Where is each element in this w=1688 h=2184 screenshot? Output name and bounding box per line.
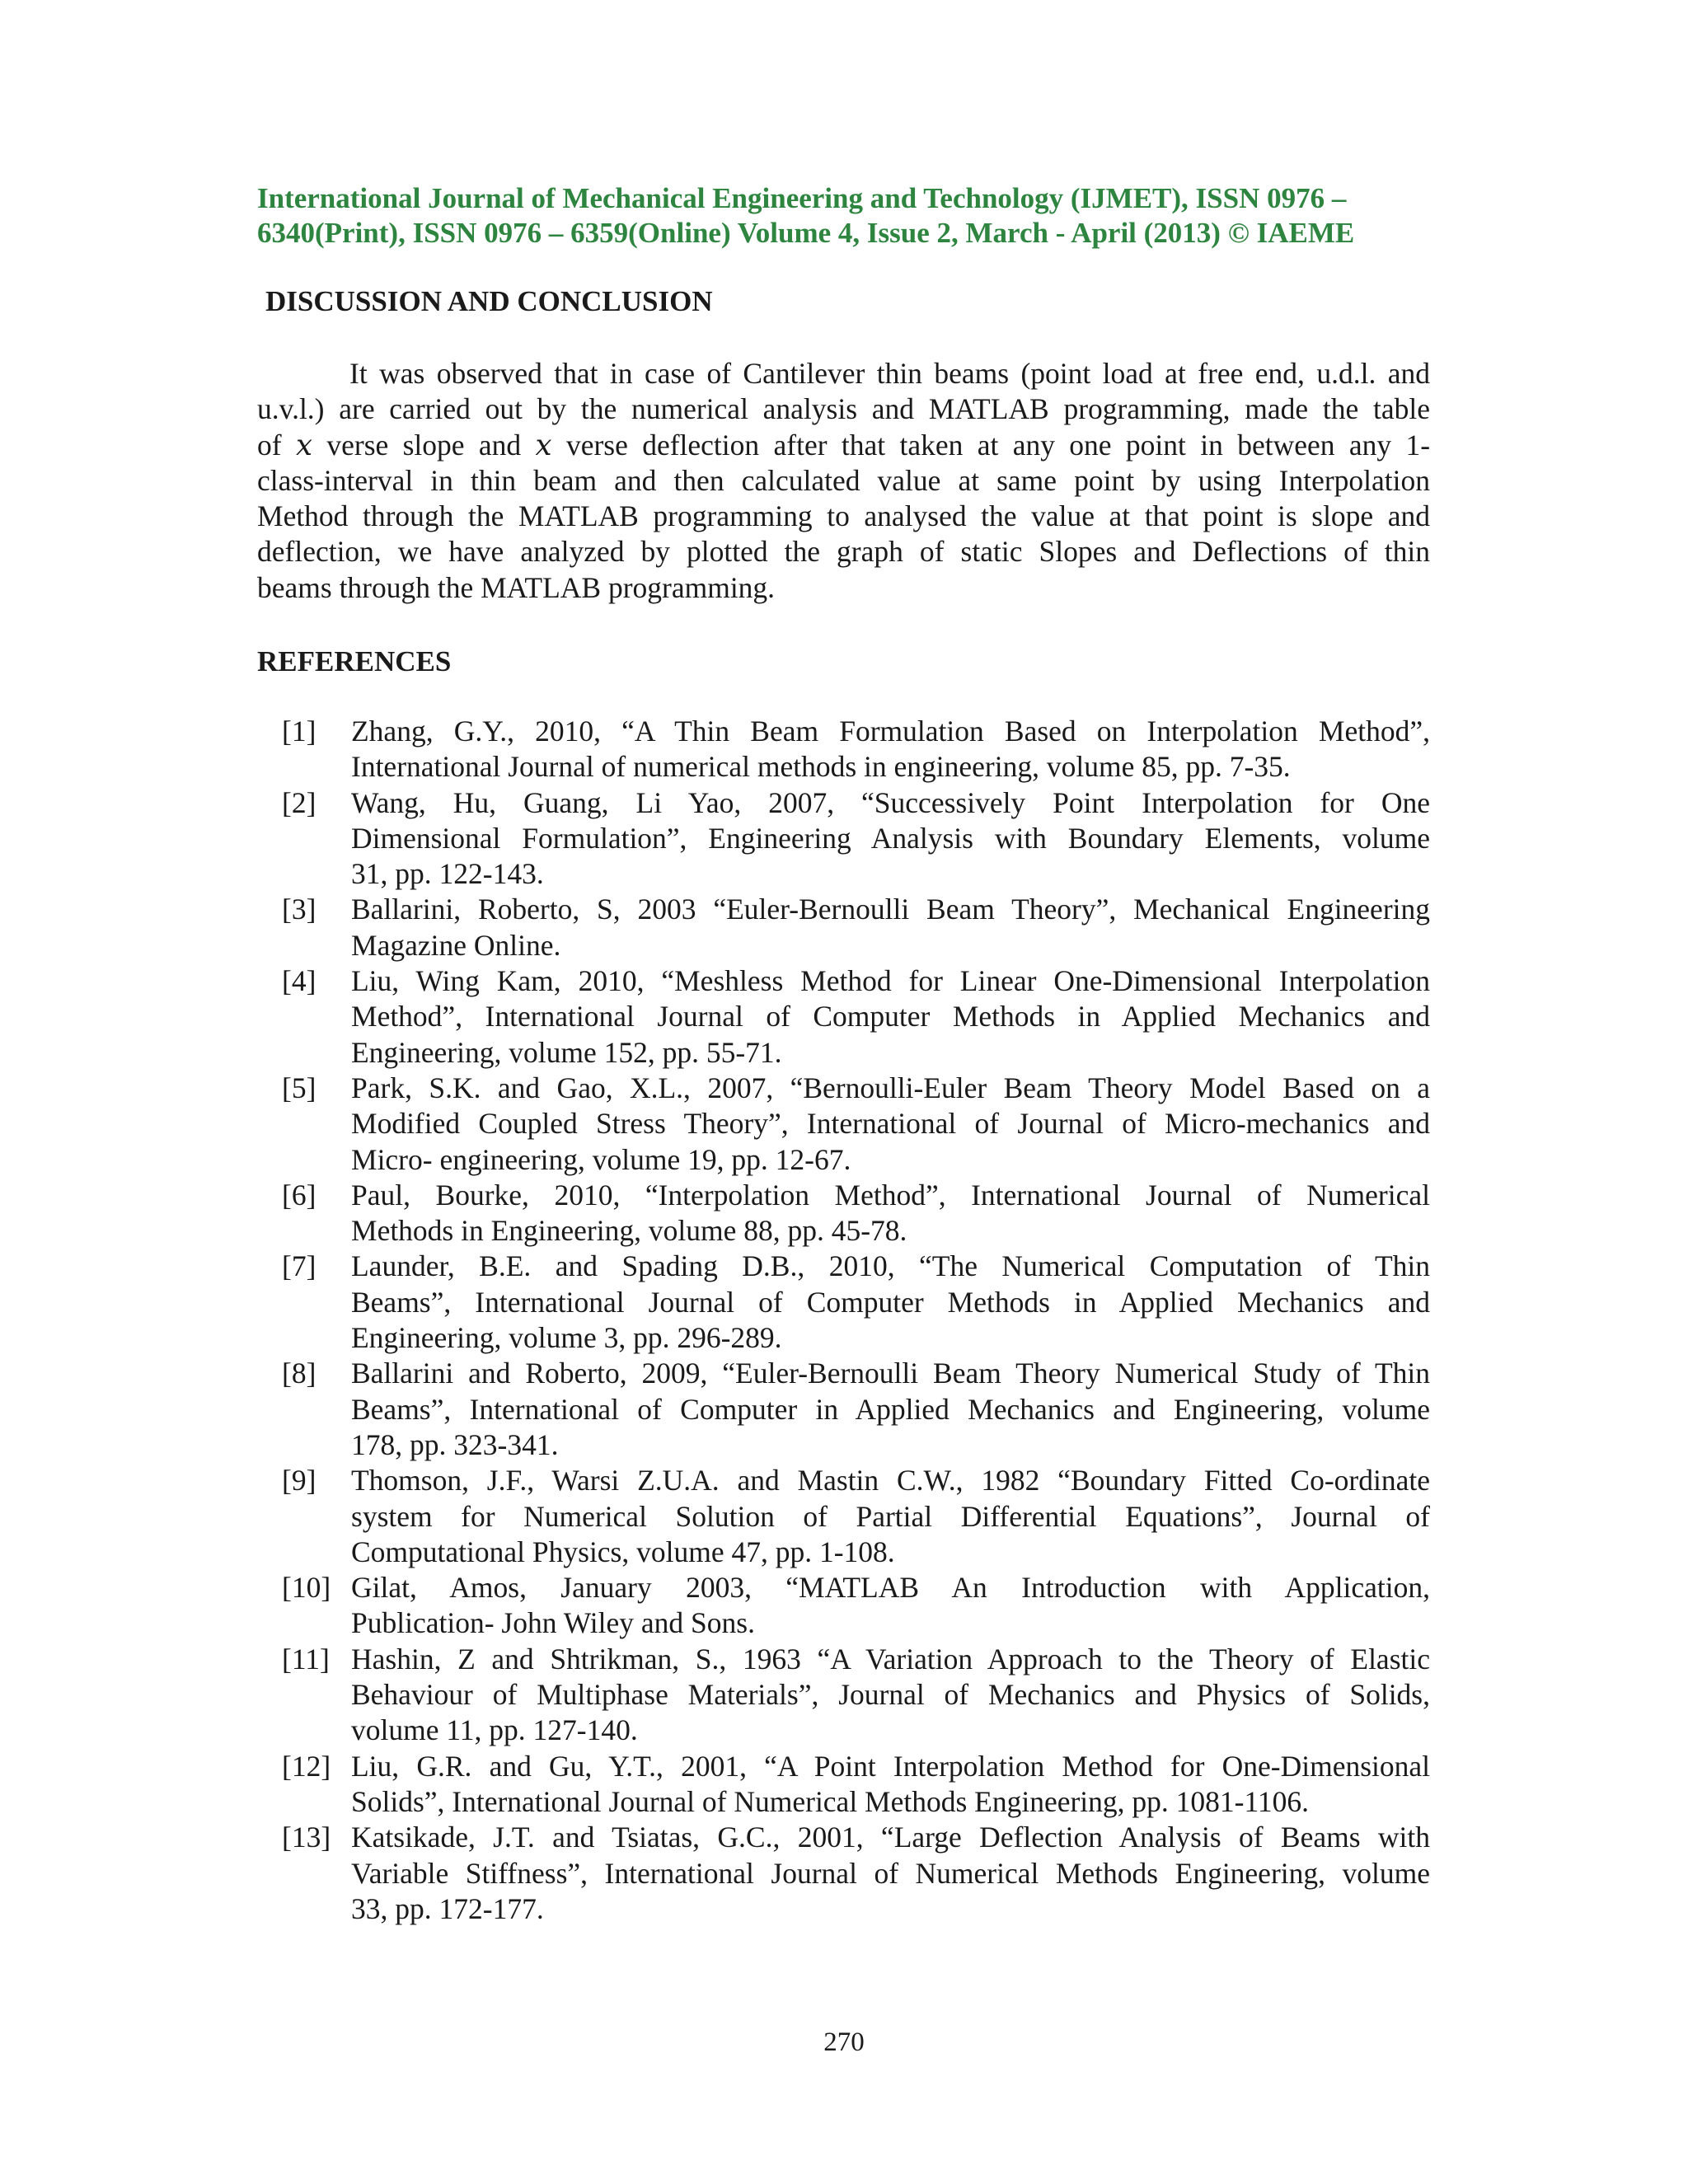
reference-item (257, 1178, 1430, 1249)
journal-header (257, 181, 1428, 251)
reference-item (257, 892, 1430, 963)
reference-number: [9] (282, 1464, 316, 1497)
reference-text-line: Publication- John Wiley and Sons. (351, 1606, 755, 1640)
reference-text-line: Liu, Wing Kam, 2010, “Meshless Method for Linear One-Dimensional Interpolation (351, 964, 1430, 998)
discussion-heading: DISCUSSION AND CONCLUSION (265, 285, 713, 317)
reference-text-line: Behaviour of Multiphase Materials”, Journal of Mechanics and Physics of Solids, (351, 1678, 1430, 1712)
reference-text-line: Beams”, International Journal of Computer Methods in Applied Mechanics and (351, 1285, 1430, 1319)
reference-text-line: International Journal of numerical methods in engineering, volume 85, pp. 7-35. (351, 750, 1291, 784)
paragraph-line: u.v.l.) are carried out by the numerical analysis and MATLAB programming, made the table (257, 392, 1430, 426)
discussion-paragraph (257, 356, 1430, 606)
journal-header-line-1: International Journal of Mechanical Engineering and Technology (IJMET), ISSN 0976 – (257, 182, 1347, 214)
reference-text-line: Hashin, Z and Shtrikman, S., 1963 “A Variation Approach to the Theory of Elastic (351, 1642, 1430, 1675)
reference-number: [11] (282, 1642, 330, 1675)
paragraph-line: It was observed that in case of Cantilever thin beams (point load at free end, u.d.l. and (349, 357, 1430, 390)
paragraph-word-of: of (257, 428, 282, 462)
reference-item (257, 785, 1430, 893)
reference-text-line: Park, S.K. and Gao, X.L., 2007, “Bernoulli-Euler Beam Theory Model Based on a (351, 1071, 1430, 1104)
reference-text-line: volume 11, pp. 127-140. (351, 1713, 638, 1747)
reference-item (257, 1463, 1430, 1570)
reference-text-line: Thomson, J.F., Warsi Z.U.A. and Mastin C.W., 1982 “Boundary Fitted Co-ordinate (351, 1464, 1430, 1497)
reference-number: [12] (282, 1749, 331, 1783)
reference-number: [1] (282, 715, 316, 748)
paragraph-line: Method through the MATLAB programming to analysed the value at that point is slope and (257, 499, 1430, 533)
reference-item (257, 1249, 1430, 1356)
reference-text-line: Magazine Online. (351, 928, 561, 962)
reference-text-line: Methods in Engineering, volume 88, pp. 45-78. (351, 1214, 907, 1248)
reference-text-line: Gilat, Amos, January 2003, “MATLAB An Introduction with Application, (351, 1571, 1430, 1605)
reference-text-line: 178, pp. 323-341. (351, 1427, 559, 1461)
paragraph-line-with-math (257, 428, 1430, 463)
paragraph-line: beams through the MATLAB programming. (257, 570, 776, 604)
reference-number: [8] (282, 1357, 316, 1390)
reference-number: [10] (282, 1571, 331, 1605)
paragraph-line: class-interval in thin beam and then calculated value at same point by using Interpolation (257, 463, 1430, 497)
reference-item (257, 1570, 1430, 1642)
reference-item (257, 714, 1430, 785)
reference-text-line: Paul, Bourke, 2010, “Interpolation Method”, International Journal of Numerical (351, 1178, 1430, 1212)
reference-text-line: Dimensional Formulation”, Engineering Analysis with Boundary Elements, volume (351, 821, 1430, 855)
reference-item (257, 1820, 1430, 1927)
math-variable-x: x (535, 428, 552, 462)
reference-text-line: Solids”, International Journal of Numerical Methods Engineering, pp. 1081-1106. (351, 1784, 1310, 1818)
reference-number: [2] (282, 785, 316, 819)
references-list (257, 714, 1430, 1927)
reference-number: [13] (282, 1821, 331, 1854)
reference-text-line: Ballarini and Roberto, 2009, “Euler-Bernoulli Beam Theory Numerical Study of Thin (351, 1357, 1430, 1390)
paragraph-fragment: verse deflection after that taken at any one point in between any 1- (565, 428, 1430, 462)
reference-text-line: Launder, B.E. and Spading D.B., 2010, “The Numerical Computation of Thin (351, 1249, 1430, 1283)
paragraph-fragment: verse slope and (326, 428, 522, 462)
journal-header-line-2: 6340(Print), ISSN 0976 – 6359(Online) Volume 4, Issue 2, March - April (2013) © IAEME (257, 217, 1355, 249)
reference-text-line: Computational Physics, volume 47, pp. 1-108. (351, 1535, 895, 1568)
reference-text-line: Engineering, volume 152, pp. 55-71. (351, 1035, 782, 1069)
reference-number: [4] (282, 964, 316, 998)
reference-text-line: Micro- engineering, volume 19, pp. 12-67. (351, 1142, 851, 1176)
reference-item (257, 1749, 1430, 1821)
paragraph-line: deflection, we have analyzed by plotted the graph of static Slopes and Deflections of thin (257, 535, 1430, 569)
reference-text-line: Variable Stiffness”, International Journal of Numerical Methods Engineering, volume (351, 1856, 1430, 1890)
reference-item (257, 963, 1430, 1071)
reference-text-line: Liu, G.R. and Gu, Y.T., 2001, “A Point Interpolation Method for One-Dimensional (351, 1749, 1430, 1783)
reference-text-line: Modified Coupled Stress Theory”, International of Journal of Micro-mechanics and (351, 1107, 1430, 1141)
reference-text-line: 31, pp. 122-143. (351, 857, 544, 891)
reference-text-line: 33, pp. 172-177. (351, 1891, 544, 1925)
reference-text-line: Wang, Hu, Guang, Li Yao, 2007, “Successively Point Interpolation for One (351, 785, 1430, 819)
reference-item (257, 1071, 1430, 1178)
math-variable-x: x (295, 428, 312, 462)
reference-text-line: Method”, International Journal of Computer Methods in Applied Mechanics and (351, 1000, 1430, 1033)
reference-text-line: system for Numerical Solution of Partial Differential Equations”, Journal of (351, 1499, 1430, 1533)
reference-text-line: Zhang, G.Y., 2010, “A Thin Beam Formulation Based on Interpolation Method”, (351, 715, 1430, 748)
reference-item (257, 1356, 1430, 1463)
reference-text-line: Katsikade, J.T. and Tsiatas, G.C., 2001, “Large Deflection Analysis of Beams with (351, 1821, 1430, 1854)
reference-number: [3] (282, 893, 316, 926)
reference-text-line: Engineering, volume 3, pp. 296-289. (351, 1321, 782, 1355)
reference-number: [5] (282, 1071, 316, 1104)
reference-number: [7] (282, 1249, 316, 1283)
reference-number: [6] (282, 1178, 316, 1212)
page-number: 270 (823, 2027, 865, 2057)
reference-text-line: Beams”, International of Computer in Applied Mechanics and Engineering, volume (351, 1392, 1430, 1426)
references-heading: REFERENCES (257, 645, 452, 677)
reference-text-line: Ballarini, Roberto, S, 2003 “Euler-Bernoulli Beam Theory”, Mechanical Engineering (351, 893, 1430, 926)
reference-item (257, 1642, 1430, 1749)
